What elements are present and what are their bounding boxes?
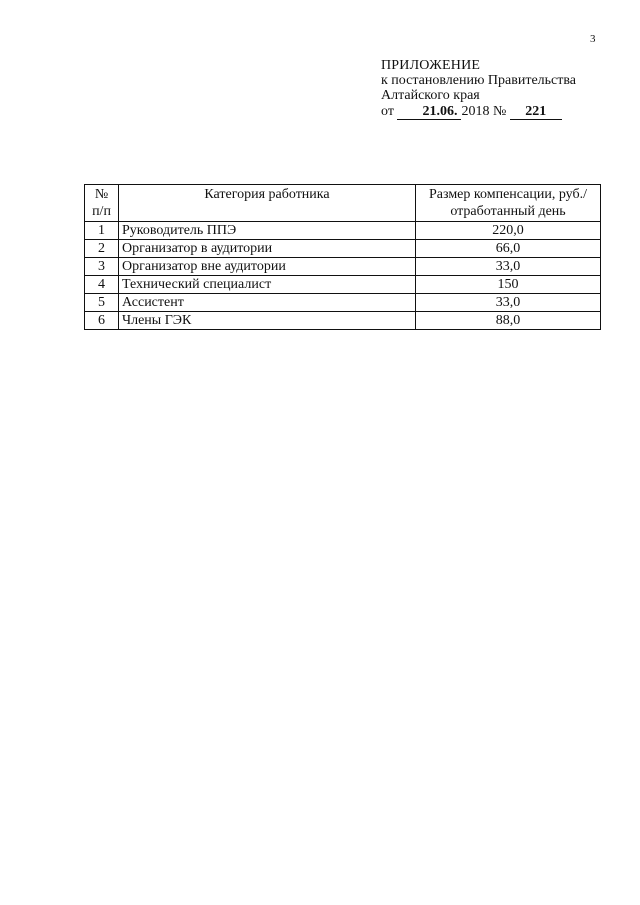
row-category: Организатор вне аудитории (119, 258, 416, 276)
table-row (85, 258, 601, 276)
row-amount: 220,0 (416, 222, 601, 240)
year-text: 2018 № (461, 104, 507, 119)
header-num: № п/п (85, 185, 119, 222)
header-amount: Размер компенсации, руб./отработанный день (416, 185, 601, 222)
row-amount: 33,0 (416, 294, 601, 312)
row-category: Руководитель ППЭ (119, 222, 416, 240)
row-num: 2 (85, 240, 119, 258)
date-value: 21.06. (397, 105, 461, 120)
appendix-header (381, 58, 611, 120)
table-row (85, 312, 601, 330)
row-amount: 66,0 (416, 240, 601, 258)
appendix-line-resolution: к постановлению Правительства (381, 73, 577, 88)
date-prefix: от (381, 104, 394, 119)
header-category: Категория работника (119, 185, 416, 222)
appendix-line-region: Алтайского края (381, 88, 480, 103)
row-category: Технический специалист (119, 276, 416, 294)
row-num: 3 (85, 258, 119, 276)
row-amount: 150 (416, 276, 601, 294)
row-amount: 33,0 (416, 258, 601, 276)
page-number: 3 (590, 33, 596, 45)
row-num: 1 (85, 222, 119, 240)
appendix-title: ПРИЛОЖЕНИЕ (381, 58, 481, 73)
appendix-date-line (381, 104, 611, 120)
table-row (85, 222, 601, 240)
table-row (85, 240, 601, 258)
table-row (85, 276, 601, 294)
resolution-number: 221 (510, 105, 562, 120)
row-category: Члены ГЭК (119, 312, 416, 330)
row-category: Организатор в аудитории (119, 240, 416, 258)
table-row (85, 294, 601, 312)
compensation-table (84, 184, 601, 330)
row-num: 4 (85, 276, 119, 294)
table-header-row (85, 185, 601, 222)
row-num: 6 (85, 312, 119, 330)
row-category: Ассистент (119, 294, 416, 312)
row-amount: 88,0 (416, 312, 601, 330)
row-num: 5 (85, 294, 119, 312)
